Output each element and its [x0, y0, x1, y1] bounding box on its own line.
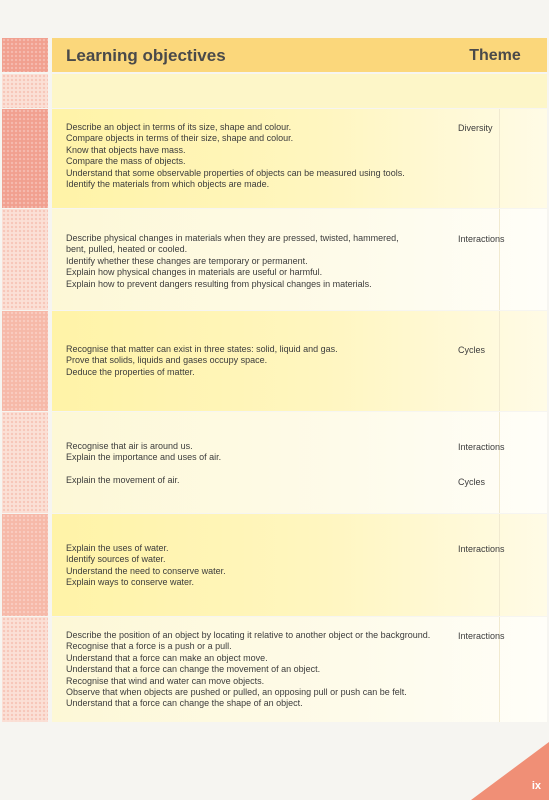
- theme-label: Interactions: [458, 442, 505, 452]
- theme-label: Interactions: [458, 544, 505, 554]
- objective: Explain the movement of air.: [66, 474, 180, 485]
- objective: Understand the need to conserve water.: [66, 565, 226, 576]
- objective: Explain how to prevent dangers resulting from physical changes in materials.: [66, 278, 372, 289]
- learning-objectives-heading: Learning objectives: [66, 46, 226, 65]
- theme-label: Cycles: [458, 345, 486, 355]
- table-row: [52, 412, 547, 513]
- theme-label: Interactions: [458, 234, 505, 244]
- objective: bent, pulled, heated or cooled.: [66, 244, 188, 255]
- objective: Know that objects have mass.: [66, 144, 186, 155]
- strip-header: [2, 38, 48, 72]
- objective: Understand that a force can change the shape of an object.: [66, 698, 303, 709]
- strip-row-1: [2, 109, 48, 208]
- table-row: [52, 109, 547, 208]
- column-divider: [499, 311, 500, 411]
- page-number: ix: [531, 780, 541, 792]
- table-row: [52, 209, 547, 310]
- objective: Recognise that air is around us.: [66, 441, 193, 451]
- objectives-list: [66, 441, 446, 486]
- objective: Describe physical changes in materials when they are pressed, twisted, hammered,: [66, 233, 399, 243]
- objective: Understand that a force can make an object move.: [66, 652, 268, 663]
- strip-row-4: [2, 412, 48, 513]
- column-divider: [499, 412, 500, 513]
- objective: Describe the position of an object by locating it relative to another object or the background.: [66, 630, 431, 640]
- objective: Explain the importance and uses of air.: [66, 452, 222, 463]
- objective: Recognise that matter can exist in three states: solid, liquid and gas.: [66, 344, 338, 354]
- theme-label: Interactions: [458, 631, 505, 641]
- table-row: [52, 311, 547, 411]
- objectives-list: [66, 344, 446, 378]
- objective: Observe that when objects are pushed or pulled, an opposing pull or push can be felt.: [66, 687, 407, 698]
- strip-row-6: [2, 617, 48, 722]
- table-header: [52, 38, 547, 72]
- objectives-list: [66, 122, 446, 190]
- objective: Understand that a force can change the movement of an object.: [66, 664, 321, 675]
- theme-label: Cycles: [458, 477, 486, 487]
- objective: Prove that solids, liquids and gases occupy space.: [66, 355, 268, 366]
- table-row: [52, 617, 547, 722]
- objectives-list: [66, 543, 446, 589]
- objective: Recognise that a force is a push or a pull.: [66, 641, 232, 652]
- strip-row-2: [2, 209, 48, 310]
- column-divider: [499, 109, 500, 208]
- objective: Explain the uses of water.: [66, 543, 169, 553]
- header-band: [52, 74, 547, 108]
- objectives-list: [66, 630, 458, 710]
- column-divider: [499, 209, 500, 310]
- strip-row-3: [2, 311, 48, 411]
- objective: Compare the mass of objects.: [66, 156, 186, 167]
- objective: Describe an object in terms of its size, shape and colour.: [66, 122, 292, 132]
- objective: Identify sources of water.: [66, 554, 166, 565]
- strip-row-5: [2, 514, 48, 616]
- objective: Identify the materials from which objects are made.: [66, 179, 270, 190]
- objective: Compare objects in terms of their size, shape and colour.: [66, 133, 294, 144]
- theme-heading: Theme: [469, 47, 521, 64]
- objective: Explain ways to conserve water.: [66, 577, 195, 588]
- objective: Explain how physical changes in materials are useful or harmful.: [66, 267, 323, 278]
- table-row: [52, 514, 547, 616]
- objective: Identify whether these changes are temporary or permanent.: [66, 255, 308, 266]
- column-divider: [499, 514, 500, 616]
- objective: Recognise that wind and water can move objects.: [66, 675, 265, 686]
- theme-label: Diversity: [458, 123, 493, 133]
- strip-band: [2, 74, 48, 108]
- objectives-list: [66, 233, 446, 290]
- objective: Deduce the properties of matter.: [66, 366, 195, 377]
- objective: Understand that some observable properties of objects can be measured using tools.: [66, 167, 405, 178]
